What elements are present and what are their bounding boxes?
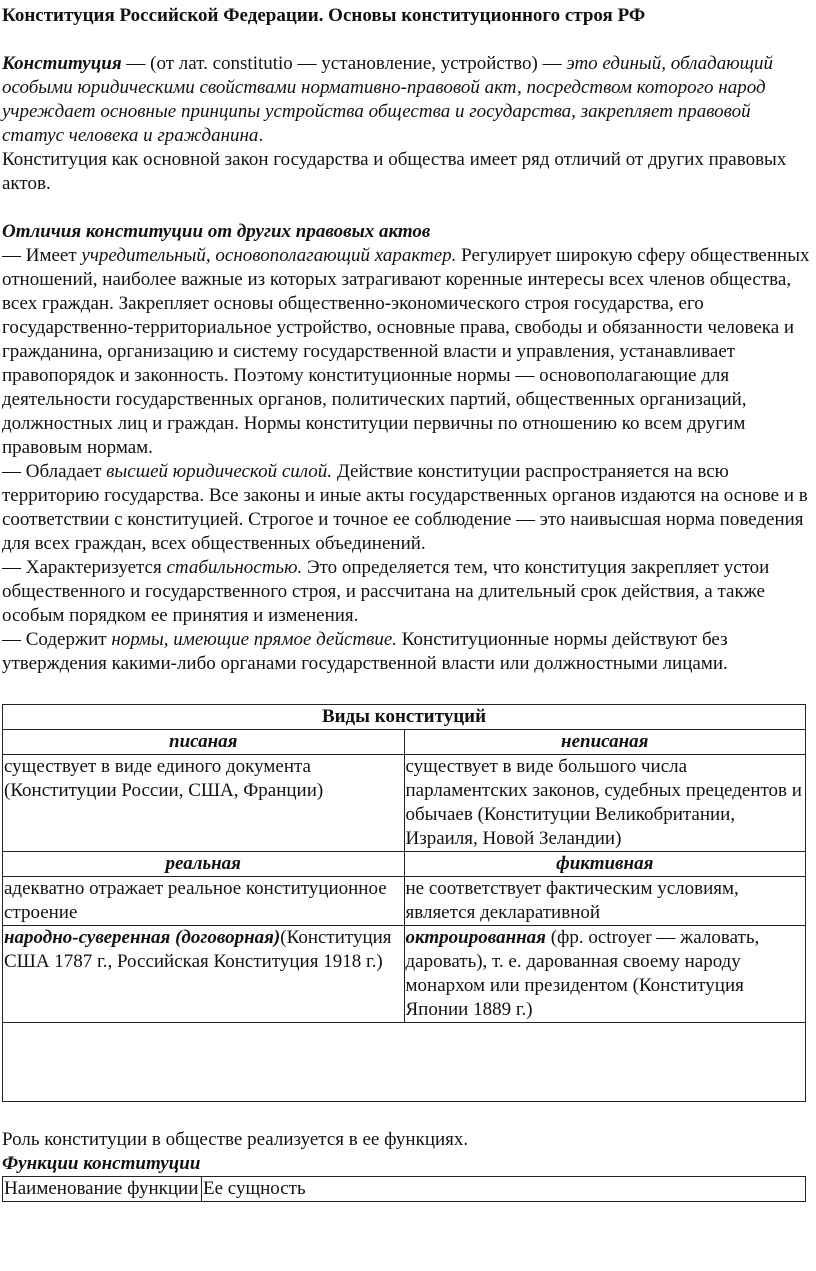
differences-heading: Отличия конституции от других правовых актов (2, 221, 431, 242)
difference-item (2, 460, 814, 556)
kind-fictive-head: фиктивная (404, 852, 806, 877)
difference-prefix: — Содержит (2, 629, 112, 650)
definition-text: это единый, обладающий особыми юридическими свойствами нормативно-правовой акт, посредством которого народ учреждает основные принципы устройства общества и государства, закрепляет правовой статус человека и гражданина (2, 53, 773, 146)
difference-item (2, 556, 814, 628)
page-title: Конституция Российской Федерации. Основы конституционного строя РФ (2, 5, 646, 26)
spacer (2, 28, 814, 52)
difference-prefix: — Имеет (2, 245, 82, 266)
definition-end: . (258, 125, 264, 146)
difference-text: Регулирует широкую сферу общественных отношений, наиболее важные из которых затрагивают коренные интересы всех членов общества, всех граждан. Закрепляет основы общественно-экономического строя государства, его государственно-территориальное устройство, основные права, свободы и обязанности человека и гражданина, организацию и систему государственной власти и управления, устанавливает правопорядок и законность. Поэтому конституционные нормы — основополагающие для деятельности государственных органов, политических партий, общественных организаций, должностных лиц и граждан. Нормы конституции первичны по отношению ко всем другим правовым нормам. (2, 245, 810, 458)
kind-sovereign-cell (3, 926, 405, 1023)
role-paragraph: Роль конституции в обществе реализуется в ее функциях. (2, 1129, 469, 1150)
difference-key: нормы, имеющие прямое действие. (111, 629, 398, 650)
kind-sovereign-term: народно-суверенная (договорная) (4, 927, 281, 948)
difference-prefix: — Характеризуется (2, 557, 167, 578)
kind-octroyed-desc: (фр. octroyer — жаловать, даровать), т. е. дарованная своему народу монархом или президентом (Конституция Японии 1889 г.) (405, 927, 760, 1020)
kind-octroyed-term: октроированная (405, 927, 546, 948)
definition-paragraph (2, 52, 814, 148)
difference-key: стабильностью. (166, 557, 303, 578)
definition-etymology: — (от лат. constitutio — установление, устройство) — (121, 53, 567, 74)
difference-text: Это определяется тем, что конституция закрепляет устои общественного и государственного строя, и рассчитана на длительный срок действия, а также особым порядком ее принятия и изменения. (2, 557, 770, 626)
difference-key: учредительный, основополагающий характер. (81, 245, 457, 266)
kind-fictive-desc: не соответствует фактическим условиям, является декларативной (404, 877, 806, 926)
definition-term: Конституция (2, 53, 122, 74)
kind-octroyed-cell (404, 926, 806, 1023)
kind-sovereign-desc: (Конституция США 1787 г., Российская Конституция 1918 г.) (4, 927, 392, 972)
kind-unwritten-desc: существует в виде большого числа парламентских законов, судебных прецедентов и обычаев (Конституции Великобритании, Израиля, Новой Зеландии) (404, 755, 806, 852)
difference-prefix: — Обладает (2, 461, 107, 482)
functions-table (2, 1176, 806, 1202)
constitution-kinds-table (2, 704, 806, 1102)
kind-written-head: писаная (3, 730, 405, 755)
spacer (2, 196, 814, 220)
kinds-table-caption: Виды конституций (3, 705, 806, 730)
difference-text: Действие конституции распространяется на всю территорию государства. Все законы и иные акты государственных органов издаются на основе и в соответствии с конституцией. Строгое и точное ее соблюдение — это наивысшая норма поведения для всех граждан, всех общественных объединений. (2, 461, 808, 554)
difference-item (2, 244, 814, 460)
difference-key: высшей юридической силой. (106, 461, 333, 482)
empty-table-row (3, 1023, 806, 1102)
functions-col-name: Наименование функции (3, 1177, 202, 1202)
kind-real-head: реальная (3, 852, 405, 877)
difference-text: Конституционные нормы действуют без утверждения какими-либо органами государственной власти или должностными лицами. (2, 629, 728, 674)
functions-col-essence: Ее сущность (202, 1177, 806, 1202)
intro-paragraph: Конституция как основной закон государства и общества имеет ряд отличий от других правовых актов. (2, 149, 787, 194)
functions-heading: Функции конституции (2, 1153, 201, 1174)
kind-written-desc: существует в виде единого документа (Конституции России, США, Франции) (3, 755, 405, 852)
kind-real-desc: адекватно отражает реальное конституционное строение (3, 877, 405, 926)
spacer (2, 1102, 814, 1128)
difference-item (2, 628, 814, 676)
kind-unwritten-head: неписаная (404, 730, 806, 755)
